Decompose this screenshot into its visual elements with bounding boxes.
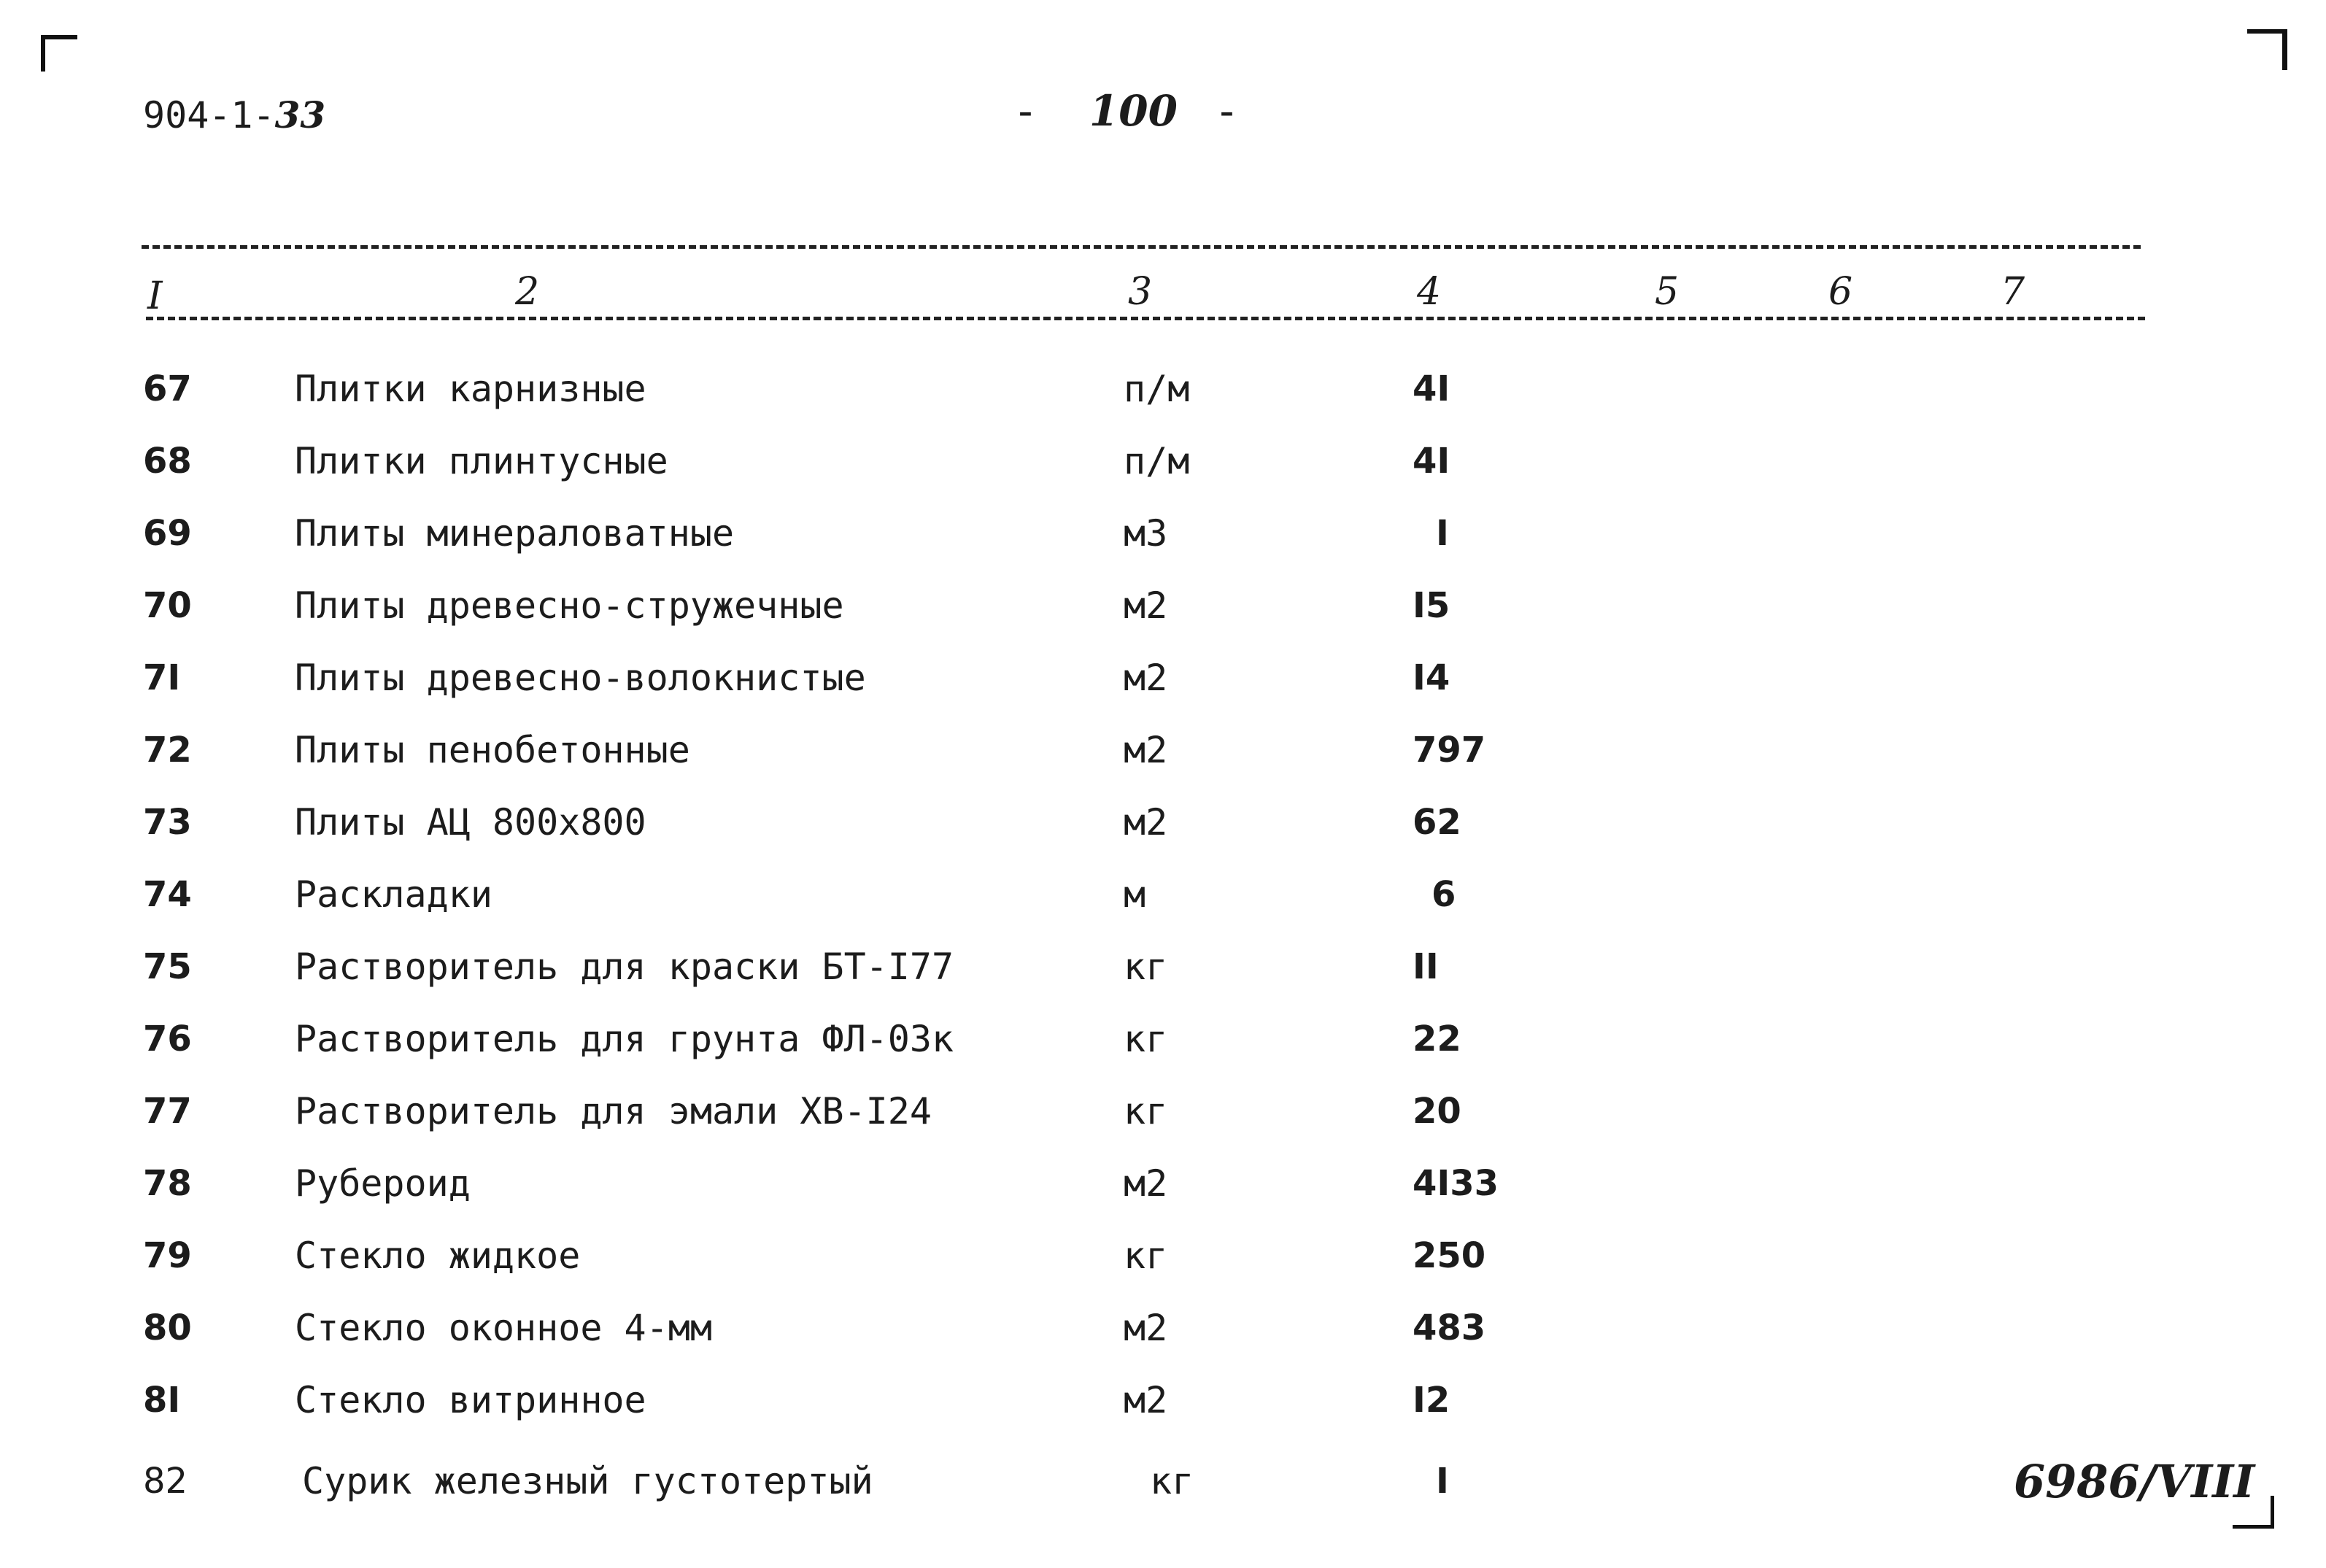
column-number-3: 3 bbox=[1124, 273, 1156, 311]
material-name: Рубероид bbox=[295, 1162, 471, 1205]
table-row bbox=[0, 573, 2326, 638]
table-row bbox=[0, 1367, 2326, 1433]
column-number-5: 5 bbox=[1650, 273, 1683, 311]
quantity: I5 bbox=[1413, 585, 1450, 626]
unit: кг bbox=[1150, 1460, 1194, 1502]
row-number: 82 bbox=[143, 1461, 188, 1502]
quantity: 483 bbox=[1413, 1308, 1486, 1348]
unit: м2 bbox=[1124, 657, 1168, 699]
material-name: Сурик железный густотертый bbox=[302, 1460, 873, 1502]
quantity: 250 bbox=[1413, 1235, 1486, 1276]
unit: м2 bbox=[1124, 801, 1168, 843]
column-number-2: 2 bbox=[511, 273, 544, 311]
material-name: Плиты древесно-волокнистые bbox=[295, 657, 866, 699]
unit: м2 bbox=[1124, 1162, 1168, 1205]
quantity: 22 bbox=[1413, 1019, 1461, 1059]
unit: п/м bbox=[1124, 368, 1190, 410]
row-number: 77 bbox=[143, 1091, 192, 1132]
quantity: 6 bbox=[1431, 874, 1456, 915]
table-row bbox=[0, 862, 2326, 927]
table-row bbox=[0, 1078, 2326, 1144]
material-name: Плиты пенобетонные bbox=[295, 729, 690, 771]
material-name: Плитки карнизные bbox=[295, 368, 646, 410]
table-row bbox=[0, 934, 2326, 1000]
material-name: Стекло витринное bbox=[295, 1379, 646, 1421]
material-name: Растворитель для грунта ФЛ-03к bbox=[295, 1018, 954, 1060]
row-number: 72 bbox=[143, 730, 192, 771]
table-row bbox=[0, 1448, 2326, 1514]
row-number: 7I bbox=[143, 657, 181, 698]
unit: м2 bbox=[1124, 584, 1168, 627]
quantity: I2 bbox=[1413, 1380, 1450, 1421]
quantity: II bbox=[1413, 946, 1439, 987]
quantity: 4I bbox=[1413, 441, 1450, 482]
unit: кг bbox=[1124, 1090, 1168, 1132]
row-number: 73 bbox=[143, 802, 192, 843]
table-row bbox=[0, 1151, 2326, 1216]
material-name: Стекло оконное 4-мм bbox=[295, 1307, 712, 1349]
unit: п/м bbox=[1124, 440, 1190, 482]
unit: кг bbox=[1124, 1018, 1168, 1060]
material-name: Плиты минераловатные bbox=[295, 512, 735, 555]
row-number: 75 bbox=[143, 946, 192, 987]
quantity: 20 bbox=[1413, 1091, 1461, 1132]
material-name: Плиты древесно-стружечные bbox=[295, 584, 844, 627]
row-number: 68 bbox=[143, 441, 192, 482]
table-row bbox=[0, 1006, 2326, 1072]
table-row bbox=[0, 645, 2326, 711]
table-row bbox=[0, 717, 2326, 783]
row-number: 70 bbox=[143, 585, 192, 626]
quantity: I bbox=[1436, 513, 1449, 554]
row-number: 76 bbox=[143, 1019, 192, 1059]
row-number: 67 bbox=[143, 368, 192, 409]
table-row bbox=[0, 1295, 2326, 1361]
table-row bbox=[0, 428, 2326, 494]
quantity: 62 bbox=[1413, 802, 1461, 843]
column-number-7: 7 bbox=[1996, 273, 2029, 311]
row-number: 80 bbox=[143, 1308, 192, 1348]
row-number: 74 bbox=[143, 874, 192, 915]
row-number: 79 bbox=[143, 1235, 192, 1276]
material-name: Растворитель для эмали ХВ-I24 bbox=[295, 1090, 932, 1132]
material-name: Раскладки bbox=[295, 873, 492, 916]
page-dash-right: - bbox=[1214, 86, 1254, 136]
page-number-value: 100 bbox=[1089, 86, 1178, 136]
material-name: Стекло жидкое bbox=[295, 1235, 581, 1277]
unit: кг bbox=[1124, 1235, 1168, 1277]
unit: м2 bbox=[1124, 1379, 1168, 1421]
table-row bbox=[0, 501, 2326, 566]
table-row bbox=[0, 356, 2326, 422]
material-name: Растворитель для краски БТ-I77 bbox=[295, 946, 954, 988]
archive-stamp: 6986/VIII bbox=[2014, 1455, 2255, 1508]
unit: м2 bbox=[1124, 1307, 1168, 1349]
quantity: I bbox=[1436, 1461, 1449, 1502]
quantity: I4 bbox=[1413, 657, 1450, 698]
column-number-1: I bbox=[143, 277, 167, 315]
table-row bbox=[0, 789, 2326, 855]
column-number-6: 6 bbox=[1824, 273, 1857, 311]
unit: м3 bbox=[1124, 512, 1168, 555]
quantity: 797 bbox=[1413, 730, 1486, 771]
unit: кг bbox=[1124, 946, 1168, 988]
table-row bbox=[0, 1223, 2326, 1289]
document-code-prefix: 904-1- bbox=[143, 94, 275, 136]
row-number: 8I bbox=[143, 1380, 181, 1421]
row-number: 69 bbox=[143, 513, 192, 554]
row-number: 78 bbox=[143, 1163, 192, 1204]
column-number-4: 4 bbox=[1413, 273, 1445, 311]
page-dash-left: - bbox=[1013, 86, 1053, 136]
material-name: Плиты АЦ 800х800 bbox=[295, 801, 646, 843]
quantity: 4I33 bbox=[1413, 1163, 1499, 1204]
quantity: 4I bbox=[1413, 368, 1450, 409]
unit: м2 bbox=[1124, 729, 1168, 771]
document-code-suffix: 33 bbox=[274, 93, 326, 136]
unit: м bbox=[1124, 873, 1146, 916]
material-name: Плитки плинтусные bbox=[295, 440, 668, 482]
